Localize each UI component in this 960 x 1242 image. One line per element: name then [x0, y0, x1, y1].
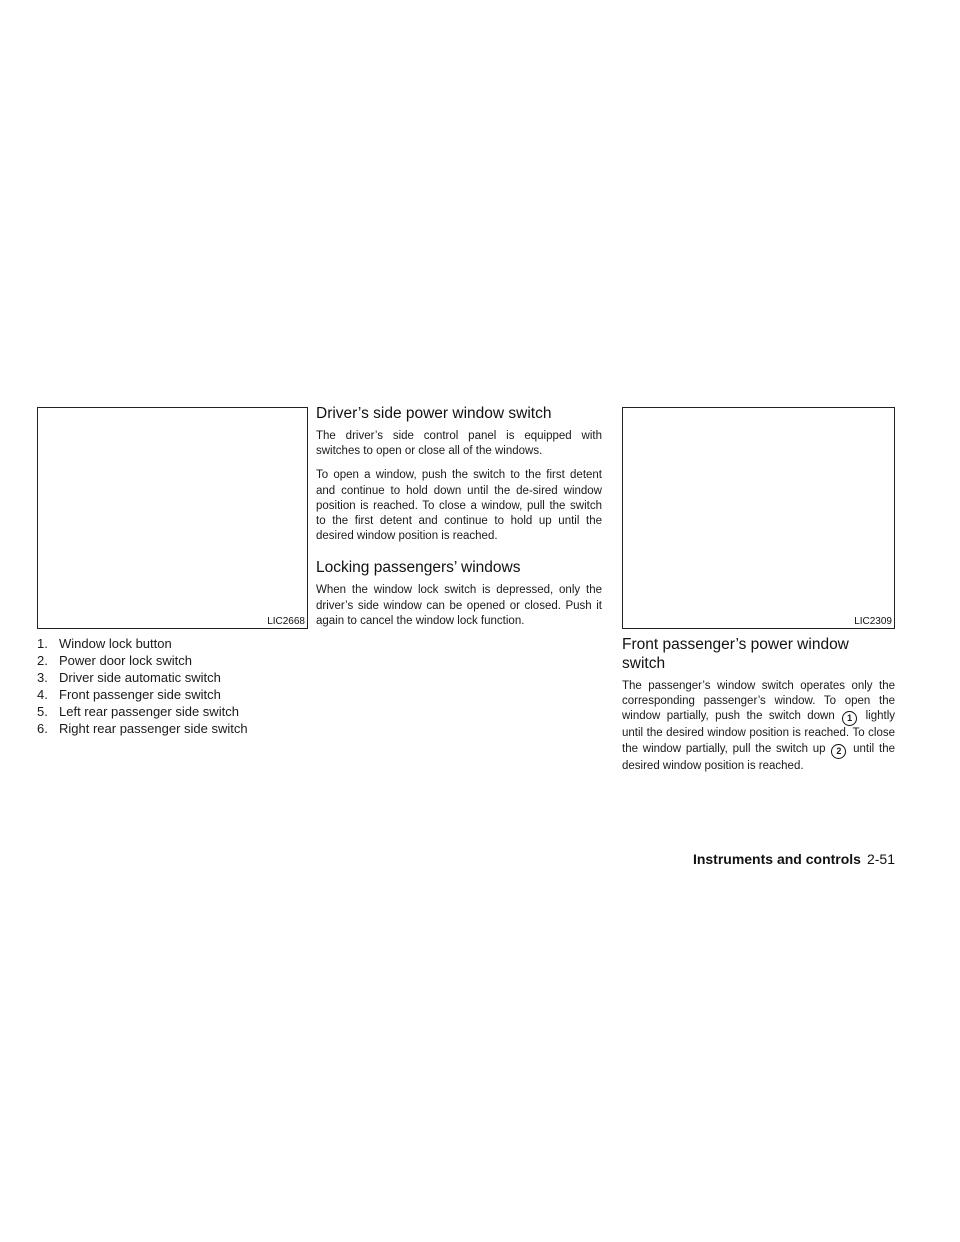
figure-passenger-switch	[622, 407, 895, 629]
middle-column	[316, 404, 602, 638]
section-heading-locking: Locking passengers’ windows	[316, 559, 521, 577]
figure-code: LIC2309	[854, 616, 892, 627]
list-item: 2. Power door lock switch	[37, 653, 192, 668]
list-item: 1. Window lock button	[37, 636, 172, 651]
circled-number-1-icon: 1	[842, 711, 857, 726]
list-item: 5. Left rear passenger side switch	[37, 704, 239, 719]
paragraph: The driver’s side control panel is equipped with switches to open or close all of the windows.	[316, 430, 602, 458]
legend-list	[37, 635, 312, 737]
paragraph: To open a window, push the switch to the first detent and continue to hold down until the de-sired window position is reached. To close a window, pull the switch to the first detent and continue to hold up until the desired window position is reached.	[316, 469, 602, 543]
section-heading-front-passenger: Front passenger’s power window switch	[622, 636, 849, 672]
footer-section-title: Instruments and controls	[692, 851, 861, 867]
page-number: 2-51	[866, 851, 895, 867]
right-column	[622, 635, 895, 783]
figure-legend	[37, 635, 312, 737]
circled-number-2-icon: 2	[831, 744, 846, 759]
figure-code: LIC2668	[267, 616, 305, 627]
list-item: 4. Front passenger side switch	[37, 687, 221, 702]
list-item: 6. Right rear passenger side switch	[37, 721, 248, 736]
section-heading-driver-switch: Driver’s side power window switch	[316, 405, 552, 422]
figure-driver-switch-panel	[37, 407, 308, 629]
list-item: 3. Driver side automatic switch	[37, 670, 221, 685]
page-footer	[0, 851, 895, 867]
paragraph: The passenger’s window switch operates only the corresponding passenger’s window. To open the window partially, push the switch down 1 lightly until the desired window position is reached. To close the window partially, pull the switch up 2 until the desired window position is reached.	[622, 680, 895, 772]
paragraph: When the window lock switch is depressed, only the driver’s side window can be opened or closed. Push it again to cancel the window lock function.	[316, 584, 602, 627]
